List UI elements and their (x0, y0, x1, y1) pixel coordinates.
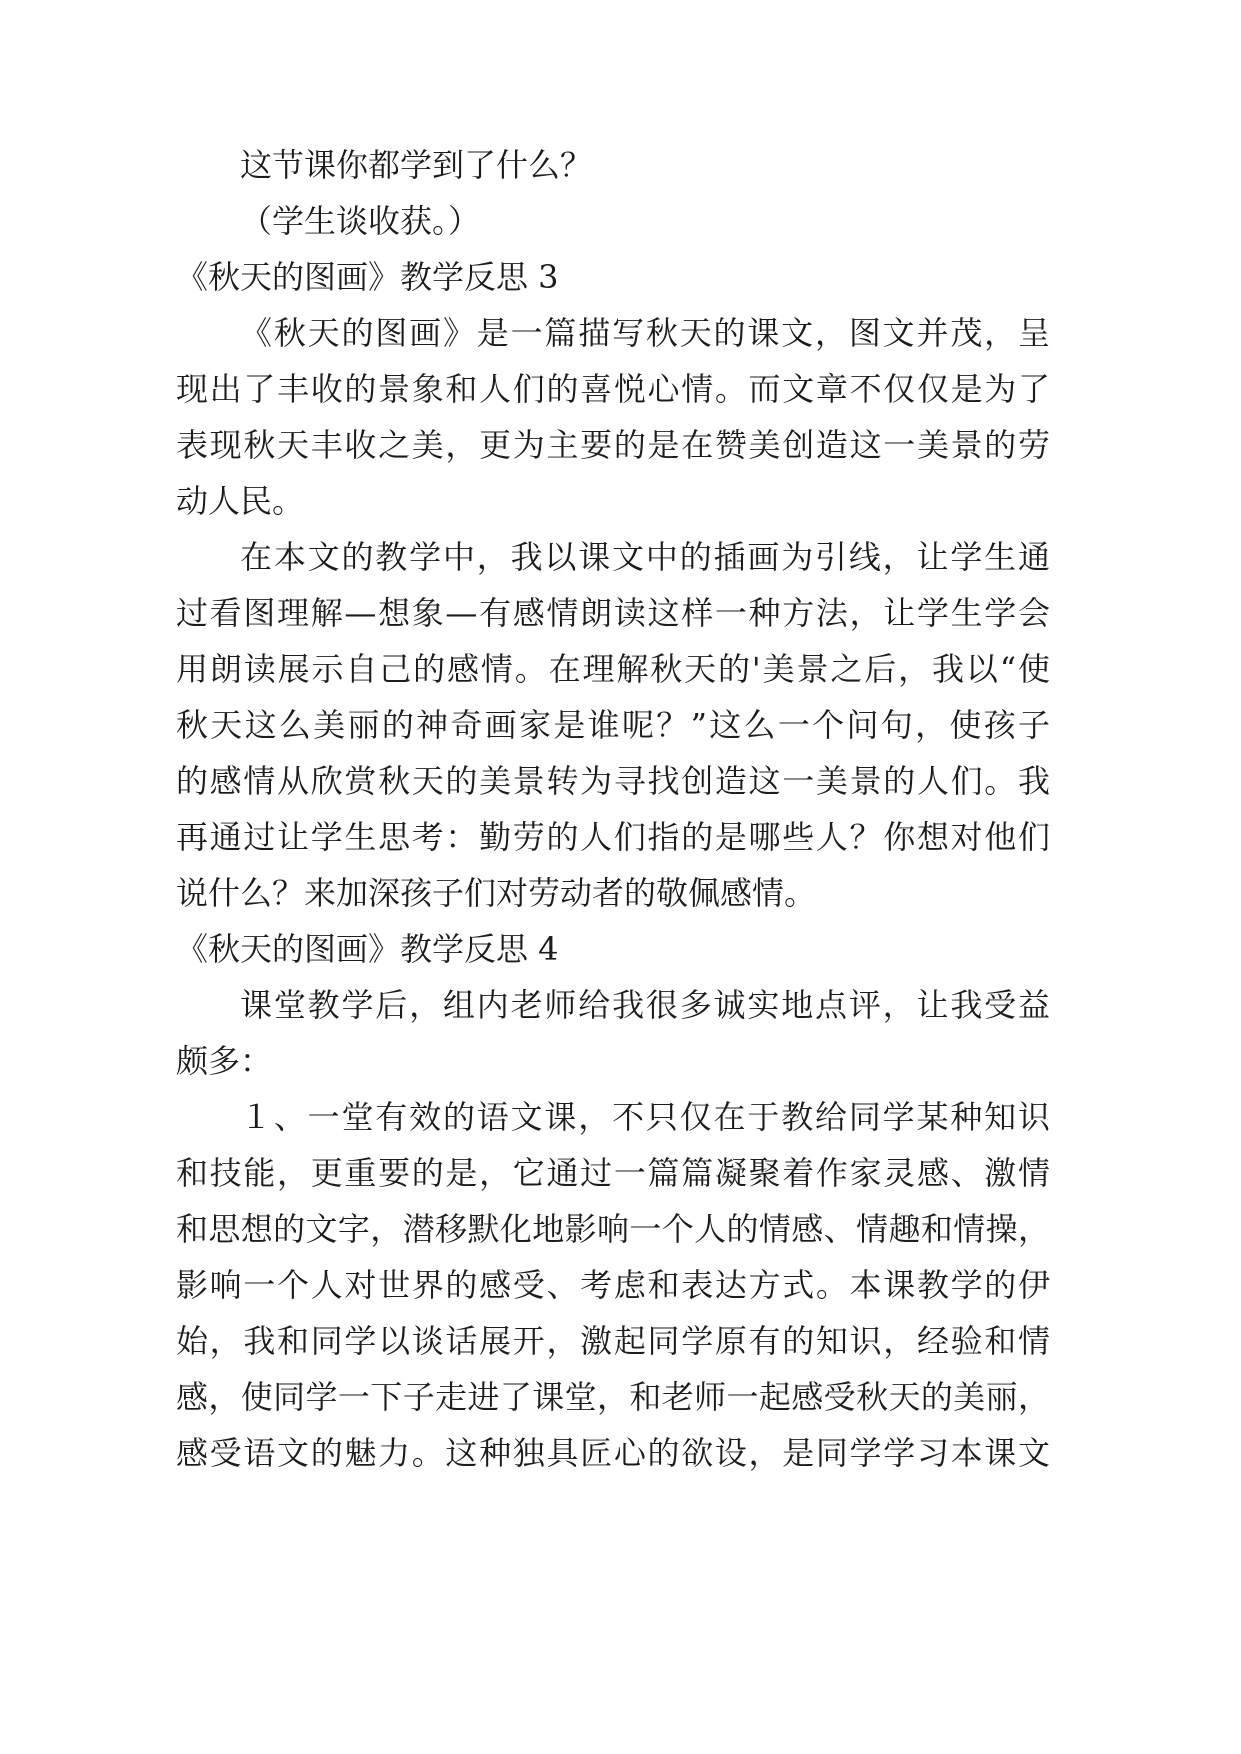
text-line: 影响一个人对世界的感受、考虑和表达方式。本课教学的伊 (176, 1266, 1050, 1304)
text-line: 表现秋天丰收之美，更为主要的是在赞美创造这一美景的劳 (176, 426, 1050, 464)
paragraph (176, 305, 1050, 529)
text-line: 《秋天的图画》是一篇描写秋天的课文，图文并茂，呈 (240, 314, 1050, 352)
section-heading: 《秋天的图画》教学反思 4 (176, 930, 559, 968)
text-line: 秋天这么美丽的神奇画家是谁呢？”这么一个问句，使孩子 (176, 706, 1050, 744)
text-line: 再通过让学生思考：勤劳的人们指的是哪些人？你想对他们 (176, 818, 1050, 856)
text-line: 和技能，更重要的是，它通过一篇篇凝聚着作家灵感、激情 (176, 1154, 1050, 1192)
text-line: （学生谈收获。） (240, 202, 481, 240)
paragraph (176, 529, 1050, 921)
text-line: 在本文的教学中，我以课文中的插画为引线，让学生通 (240, 538, 1050, 576)
text-line: 的感情从欣赏秋天的美景转为寻找创造这一美景的人们。我 (176, 762, 1050, 800)
paragraph (176, 137, 1050, 193)
text-line: 动人民。 (176, 482, 305, 520)
text-line: 始，我和同学以谈话展开，激起同学原有的知识，经验和情 (176, 1322, 1050, 1360)
paragraph (176, 1089, 1050, 1481)
section-heading: 《秋天的图画》教学反思 3 (176, 258, 559, 296)
text-line: 颇多： (176, 1042, 273, 1080)
paragraph (176, 977, 1050, 1089)
text-line: 感，使同学一下子走进了课堂，和老师一起感受秋天的美丽， (176, 1378, 1050, 1416)
text-line: 课堂教学后，组内老师给我很多诚实地点评，让我受益 (240, 986, 1050, 1024)
text-line: 说什么？来加深孩子们对劳动者的敬佩感情。 (176, 874, 817, 912)
text-line: １、一堂有效的语文课，不只仅在于教给同学某种知识 (240, 1098, 1050, 1136)
text-line: 和思想的文字，潜移默化地影响一个人的情感、情趣和情操， (176, 1210, 1050, 1248)
text-line: 感受语文的魅力。这种独具匠心的欲设，是同学学习本课文 (176, 1434, 1050, 1472)
document-body (176, 137, 1050, 1481)
text-line: 现出了丰收的景象和人们的喜悦心情。而文章不仅仅是为了 (176, 370, 1050, 408)
text-line: 用朗读展示自己的感情。在理解秋天的'美景之后，我以“使 (176, 650, 1050, 688)
text-line: 这节课你都学到了什么？ (240, 146, 593, 184)
paragraph (176, 193, 1050, 249)
text-line: 过看图理解—想象—有感情朗读这样一种方法，让学生学会 (176, 594, 1050, 632)
